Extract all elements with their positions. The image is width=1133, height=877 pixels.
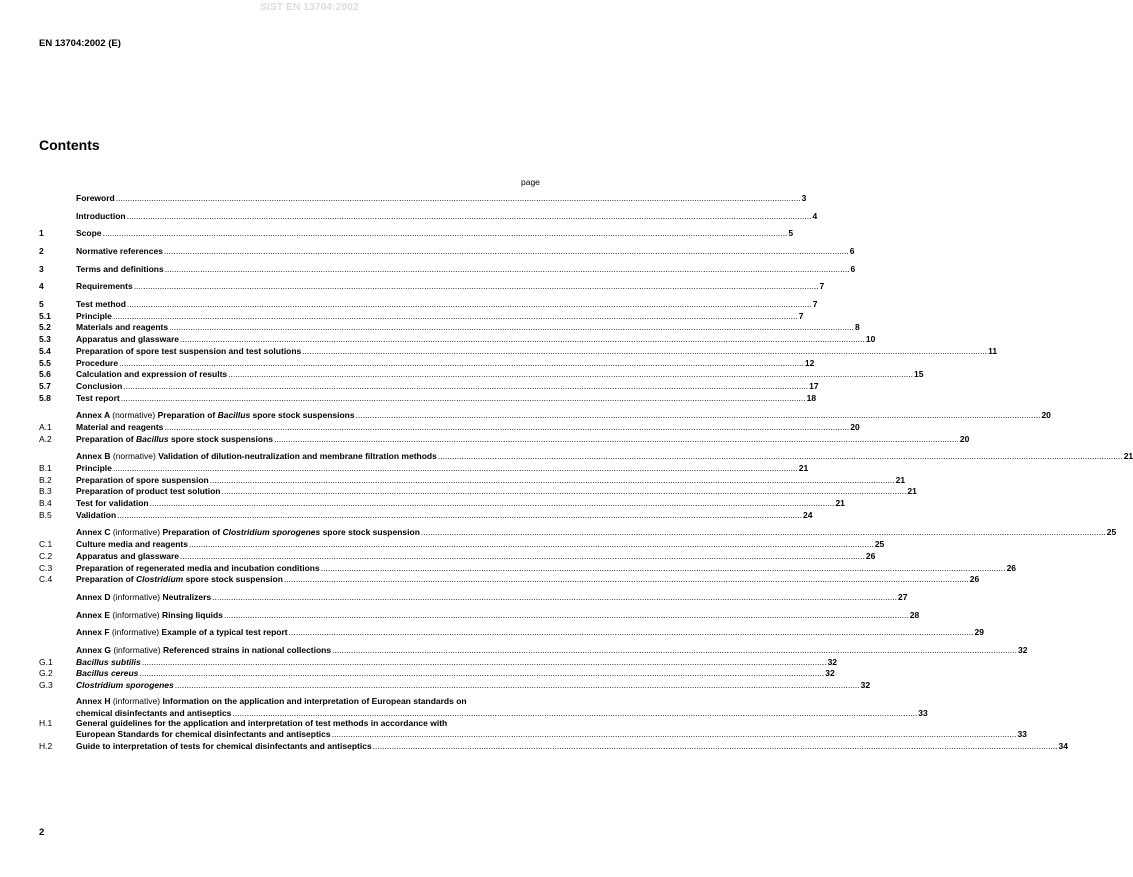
- toc-entry-page: 29: [974, 627, 984, 638]
- toc-entry-title: [76, 434, 273, 446]
- toc-group: [39, 696, 1068, 753]
- toc-entry-title: [76, 334, 179, 346]
- toc-entry[interactable]: [39, 668, 835, 680]
- toc-entry[interactable]: [39, 719, 570, 729]
- toc-leader-dots: [123, 381, 808, 393]
- toc-entry-page: 32: [825, 668, 835, 679]
- toc-entry-title: [76, 527, 420, 539]
- toc-entry-page: 26: [969, 574, 980, 585]
- toc-entry-title: [76, 422, 163, 434]
- toc-entry-title: [76, 193, 115, 205]
- toc-leader-dots: [302, 346, 987, 358]
- toc-entry-title-continued: European Standards for chemical disinfectants and antiseptics: [76, 729, 331, 740]
- toc-entry-title: [76, 475, 209, 487]
- toc-entry-title: Test report: [76, 392, 120, 403]
- toc-entry-title: Apparatus and glassware: [76, 334, 179, 345]
- toc-entry-ital: Bacillus: [135, 433, 169, 444]
- toc-entry-annex: Annex G: [76, 644, 111, 655]
- toc-entry-title: Test for validation: [76, 498, 149, 509]
- toc-entry-title: Principle: [76, 463, 112, 474]
- toc-entry[interactable]: [39, 433, 970, 446]
- toc-entry-title: [76, 393, 120, 405]
- toc-leader-dots: [189, 539, 874, 551]
- toc-entry[interactable]: [39, 357, 815, 370]
- toc-entry-number: G.2: [39, 668, 53, 679]
- toc-entry-page: 10: [865, 334, 876, 345]
- toc-entry-post: spore stock suspension: [320, 527, 420, 538]
- toc-entry-page: 4: [812, 210, 818, 221]
- toc-entry-number: A.2: [39, 433, 52, 444]
- toc-leader-dots: [150, 498, 835, 510]
- toc-entry-annex: Annex H: [76, 696, 111, 707]
- page-column-label: page: [521, 177, 540, 187]
- toc-leader-dots: [127, 299, 812, 311]
- toc-entry-annex: Annex B: [76, 451, 111, 462]
- toc-entry-annex: Annex F: [76, 627, 110, 638]
- toc-entry-annex: Annex D: [76, 591, 111, 602]
- toc-entry-title: [76, 381, 122, 393]
- toc-entry-number: 5.3: [39, 334, 51, 345]
- toc-entry-ital: Bacillus: [217, 410, 251, 421]
- toc-group: [39, 192, 807, 205]
- toc-entry[interactable]: [39, 299, 818, 311]
- toc-entry[interactable]: [39, 474, 906, 487]
- toc-entry-title: Requirements: [76, 281, 133, 292]
- toc-entry-ital: Clostridium: [135, 574, 184, 585]
- toc-group: [39, 527, 1117, 586]
- toc-entry-continuation[interactable]: [39, 729, 1027, 741]
- toc-entry-title: General guidelines for the application and interpretation of test methods in accordance with: [76, 717, 448, 728]
- toc-entry-title: [76, 657, 141, 669]
- table-of-contents: [39, 192, 1133, 759]
- toc-group: [39, 410, 1051, 445]
- toc-leader-dots: [284, 574, 969, 586]
- toc-entry[interactable]: [39, 334, 876, 346]
- toc-leader-dots: [139, 668, 824, 680]
- toc-entry-title: Procedure: [76, 357, 119, 368]
- toc-entry-page: 21: [835, 498, 845, 509]
- toc-entry-title: Validation: [76, 509, 117, 520]
- toc-entry-page: 21: [907, 486, 917, 497]
- toc-entry[interactable]: [39, 539, 885, 551]
- toc-entry-number: 5: [39, 299, 44, 310]
- toc-group: [39, 299, 998, 404]
- toc-entry-page: 32: [860, 680, 871, 691]
- toc-group: [39, 451, 1133, 521]
- toc-leader-dots: [165, 264, 850, 276]
- toc-entry-title: [76, 498, 149, 510]
- toc-entry[interactable]: [39, 609, 920, 622]
- toc-entry-page: 33: [1017, 729, 1027, 740]
- toc-entry-post: spore stock suspensions: [250, 410, 355, 421]
- toc-entry-kind: (informative): [113, 644, 161, 655]
- toc-entry-number: A.1: [39, 421, 52, 432]
- toc-entry[interactable]: [39, 192, 807, 205]
- toc-entry-page: 7: [819, 281, 825, 292]
- toc-entry[interactable]: [39, 380, 819, 393]
- toc-entry[interactable]: [39, 627, 984, 639]
- toc-leader-dots: [210, 475, 895, 487]
- toc-group: [39, 627, 984, 639]
- toc-entry-annex: Annex C: [76, 527, 111, 538]
- toc-entry-number: 3: [39, 263, 44, 274]
- toc-entry-number: C.1: [39, 539, 53, 550]
- toc-group: [39, 644, 1028, 692]
- toc-leader-dots: [373, 741, 1058, 753]
- toc-leader-dots: [332, 729, 1017, 741]
- toc-entry-title: [76, 264, 164, 276]
- document-id: EN 13704:2002 (E): [39, 38, 121, 49]
- toc-entry-page: 6: [850, 263, 856, 274]
- toc-entry-title: Preparation of spore suspension: [76, 474, 209, 485]
- toc-entry-number: H.2: [39, 741, 53, 752]
- toc-entry-title: [76, 718, 447, 730]
- toc-leader-dots: [142, 657, 827, 669]
- toc-entry-title: Foreword: [76, 192, 115, 203]
- toc-entry-pre: Example of a typical test report: [161, 627, 288, 638]
- toc-leader-dots: [228, 369, 913, 381]
- toc-entry-page: 28: [909, 609, 920, 620]
- toc-entry-page: 17: [809, 380, 819, 391]
- toc-entry-page: 26: [1006, 562, 1017, 573]
- toc-entry-number: H.1: [39, 717, 53, 728]
- toc-entry-title: [76, 551, 179, 563]
- toc-entry-title: [76, 627, 288, 639]
- toc-entry-page: 7: [798, 310, 804, 321]
- toc-leader-dots: [356, 410, 1041, 422]
- toc-entry-page: 21: [1123, 451, 1133, 462]
- toc-entry[interactable]: [39, 310, 804, 323]
- toc-entry-title: [76, 451, 437, 463]
- toc-entry-title: [76, 539, 188, 551]
- toc-leader-dots: [103, 228, 788, 240]
- toc-entry-title: Introduction: [76, 210, 126, 221]
- toc-entry[interactable]: [39, 345, 998, 358]
- toc-entry[interactable]: [39, 463, 809, 475]
- toc-entry-number: 5.1: [39, 310, 51, 321]
- toc-entry-title: [76, 299, 126, 311]
- toc-entry[interactable]: [39, 591, 908, 604]
- toc-entry-number: 5.7: [39, 380, 51, 391]
- toc-leader-dots: [274, 434, 959, 446]
- toc-group: [39, 263, 856, 276]
- toc-entry-kind: (informative): [112, 696, 161, 707]
- toc-leader-dots: [127, 211, 812, 223]
- toc-entry-title: [76, 322, 168, 334]
- toc-entry-title: [76, 410, 355, 422]
- toc-entry-title: [76, 574, 283, 586]
- toc-entry-page: 32: [1017, 644, 1028, 655]
- toc-entry-pre: Information on the application and interpretation of European standards on: [162, 696, 467, 707]
- toc-entry-title: [76, 592, 211, 604]
- toc-entry-ital: Bacillus cereus: [76, 668, 139, 679]
- toc-entry-title: [76, 346, 301, 358]
- toc-leader-dots: [164, 422, 849, 434]
- toc-entry-post: spore stock suspension: [183, 574, 283, 585]
- toc-group: [39, 591, 908, 604]
- toc-entry[interactable]: [39, 698, 570, 708]
- toc-entry-annex: Annex E: [76, 609, 111, 620]
- toc-entry-title: [76, 463, 112, 475]
- toc-group: [39, 609, 920, 622]
- toc-entry[interactable]: [39, 410, 1051, 422]
- toc-entry[interactable]: [39, 527, 1117, 540]
- toc-entry-number: B.3: [39, 486, 52, 497]
- toc-leader-dots: [438, 451, 1123, 463]
- toc-leader-dots: [113, 311, 798, 323]
- toc-leader-dots: [321, 563, 1006, 575]
- toc-entry-number: C.3: [39, 562, 53, 573]
- toc-entry[interactable]: [39, 550, 876, 563]
- toc-leader-dots: [421, 527, 1106, 539]
- toc-entry-title: [76, 311, 112, 323]
- toc-entry[interactable]: [39, 574, 980, 586]
- toc-entry-post: spore stock suspensions: [168, 433, 273, 444]
- toc-entry-title: [76, 211, 126, 223]
- toc-entry[interactable]: [39, 228, 794, 240]
- toc-entry[interactable]: [39, 281, 825, 293]
- toc-entry-page: 27: [898, 591, 908, 602]
- toc-entry-pre: Validation of dilution-neutralization and membrane filtration methods: [158, 451, 437, 462]
- toc-entry-title: Calculation and expression of results: [76, 369, 228, 380]
- toc-leader-dots: [121, 393, 806, 405]
- toc-entry-page: 12: [804, 357, 815, 368]
- toc-entry-kind: (informative): [112, 527, 161, 538]
- toc-entry-title: Normative references: [76, 246, 163, 257]
- toc-entry-title: Principle: [76, 310, 112, 321]
- toc-entry-page: 18: [806, 392, 817, 403]
- toc-entry-page: 20: [1041, 410, 1051, 421]
- toc-leader-dots: [169, 322, 854, 334]
- toc-entry-page: 34: [1058, 741, 1068, 752]
- toc-entry[interactable]: [39, 369, 924, 381]
- toc-entry-title: Conclusion: [76, 380, 123, 391]
- toc-entry-title: [76, 486, 221, 498]
- toc-leader-dots: [117, 510, 802, 522]
- toc-entry-title: Materials and reagents: [76, 322, 169, 333]
- toc-entry-title: Material and reagents: [76, 421, 164, 432]
- toc-entry-page: 25: [874, 539, 885, 550]
- toc-leader-dots: [113, 463, 798, 475]
- toc-entry[interactable]: [39, 656, 838, 669]
- toc-entry[interactable]: [39, 486, 917, 498]
- toc-entry[interactable]: [39, 210, 818, 223]
- toc-entry-number: 5.5: [39, 357, 51, 368]
- toc-entry-page: 3: [801, 192, 807, 203]
- toc-entry-pre: Neutralizers: [162, 591, 212, 602]
- toc-entry-ital: Clostridium sporogenes: [222, 527, 321, 538]
- toc-entry-title: Guide to interpretation of tests for chemical disinfectants and antiseptics: [76, 741, 372, 752]
- toc-entry-number: B.1: [39, 463, 52, 474]
- toc-entry[interactable]: [39, 509, 813, 522]
- toc-entry-kind: (normative): [112, 410, 156, 421]
- toc-group: [39, 210, 818, 223]
- toc-entry-page: 20: [959, 433, 970, 444]
- toc-entry-number: G.3: [39, 680, 53, 691]
- toc-entry-pre: Rinsing liquids: [162, 609, 223, 620]
- toc-entry-page: 6: [849, 246, 855, 257]
- toc-entry-pre: Referenced strains in national collections: [162, 644, 332, 655]
- toc-entry-title: Preparation of spore test suspension and test solutions: [76, 345, 302, 356]
- toc-entry-pre: Preparation of: [76, 574, 136, 585]
- toc-entry-page: 20: [850, 421, 860, 432]
- toc-entry-title: [76, 358, 118, 370]
- toc-entry-kind: (normative): [112, 451, 156, 462]
- toc-entry-page: 7: [812, 299, 818, 310]
- toc-entry-pre: Preparation of: [157, 410, 218, 421]
- toc-entry-number: C.4: [39, 574, 53, 585]
- toc-entry-page: 33: [918, 707, 928, 718]
- toc-entry[interactable]: [39, 680, 871, 692]
- page-title: Contents: [39, 137, 100, 153]
- toc-entry-page: 25: [1106, 527, 1117, 538]
- toc-entry[interactable]: [39, 322, 860, 335]
- toc-entry-kind: (informative): [112, 591, 161, 602]
- toc-leader-dots: [212, 592, 897, 604]
- toc-leader-dots: [175, 680, 860, 692]
- toc-entry[interactable]: [39, 263, 856, 276]
- toc-entry-title: [76, 680, 174, 692]
- toc-leader-dots: [134, 281, 819, 293]
- toc-entry-number: B.2: [39, 474, 52, 485]
- toc-leader-dots: [116, 193, 801, 205]
- toc-entry-number: 5.4: [39, 345, 51, 356]
- watermark: SIST EN 13704:2002: [260, 2, 359, 13]
- toc-entry[interactable]: [39, 498, 845, 510]
- toc-entry-title: [76, 246, 163, 258]
- toc-entry-title: Scope: [76, 228, 102, 239]
- toc-entry-title: Preparation of regenerated media and incubation conditions: [76, 562, 320, 573]
- toc-entry[interactable]: [39, 392, 817, 405]
- toc-entry-page: 26: [865, 550, 876, 561]
- toc-leader-dots: [332, 645, 1017, 657]
- toc-entry-pre: Preparation of: [162, 527, 223, 538]
- toc-entry-number: 5.2: [39, 322, 51, 333]
- toc-entry-title: [76, 645, 331, 657]
- toc-entry[interactable]: [39, 451, 1133, 463]
- toc-entry-number: B.4: [39, 498, 52, 509]
- page-number: 2: [39, 827, 45, 838]
- toc-entry-page: 32: [827, 656, 838, 667]
- toc-entry-number: 1: [39, 228, 44, 239]
- toc-entry-page: 8: [854, 322, 860, 333]
- toc-entry-title: [76, 510, 116, 522]
- toc-entry-ital: Clostridium sporogenes: [76, 680, 174, 691]
- toc-entry-title: [76, 369, 227, 381]
- toc-entry-page: 21: [798, 463, 809, 474]
- toc-leader-dots: [289, 627, 974, 639]
- toc-entry-title: Terms and definitions: [76, 263, 164, 274]
- toc-entry-number: B.5: [39, 509, 52, 520]
- toc-entry-title: [76, 696, 467, 708]
- toc-entry-kind: (informative): [111, 627, 160, 638]
- toc-entry[interactable]: [39, 644, 1028, 657]
- toc-entry-number: 2: [39, 246, 44, 257]
- toc-leader-dots: [180, 334, 865, 346]
- toc-entry[interactable]: [39, 246, 855, 258]
- toc-leader-dots: [224, 610, 909, 622]
- toc-entry-number: 5.6: [39, 369, 51, 380]
- toc-entry[interactable]: [39, 741, 1068, 753]
- toc-entry-title: Culture media and reagents: [76, 539, 188, 550]
- toc-entry-title: [76, 610, 223, 622]
- toc-entry-title: [76, 281, 133, 293]
- toc-group: [39, 228, 794, 240]
- toc-entry-number: 4: [39, 281, 44, 292]
- toc-entry-title: Apparatus and glassware: [76, 550, 179, 561]
- toc-entry-kind: (informative): [112, 609, 160, 620]
- toc-leader-dots: [164, 246, 849, 258]
- toc-entry-page: 15: [914, 369, 924, 380]
- toc-entry[interactable]: [39, 562, 1017, 575]
- toc-entry-title: Test method: [76, 299, 126, 310]
- toc-entry-annex: Annex A: [76, 410, 110, 421]
- toc-entry-number: G.1: [39, 656, 53, 667]
- toc-group: [39, 246, 855, 258]
- toc-entry-page: 24: [803, 509, 813, 520]
- toc-entry-page: 11: [988, 345, 998, 356]
- toc-leader-dots: [222, 486, 907, 498]
- toc-entry-title: [76, 563, 320, 575]
- toc-entry[interactable]: [39, 421, 860, 434]
- toc-entry-title-continued: chemical disinfectants and antiseptics: [76, 707, 232, 718]
- toc-entry-page: 21: [895, 474, 906, 485]
- toc-entry-title: [76, 668, 138, 680]
- toc-entry-page: 5: [788, 228, 794, 239]
- toc-entry-title: [76, 228, 102, 240]
- toc-entry-title: [76, 741, 372, 753]
- toc-group: [39, 281, 825, 293]
- toc-entry-pre: Preparation of: [76, 433, 136, 444]
- toc-leader-dots: [119, 358, 804, 370]
- toc-entry-number: C.2: [39, 550, 53, 561]
- toc-entry-number: 5.8: [39, 392, 51, 403]
- toc-leader-dots: [180, 551, 865, 563]
- toc-entry-title: Preparation of product test solution: [76, 486, 221, 497]
- toc-entry-ital: Bacillus subtilis: [76, 656, 141, 667]
